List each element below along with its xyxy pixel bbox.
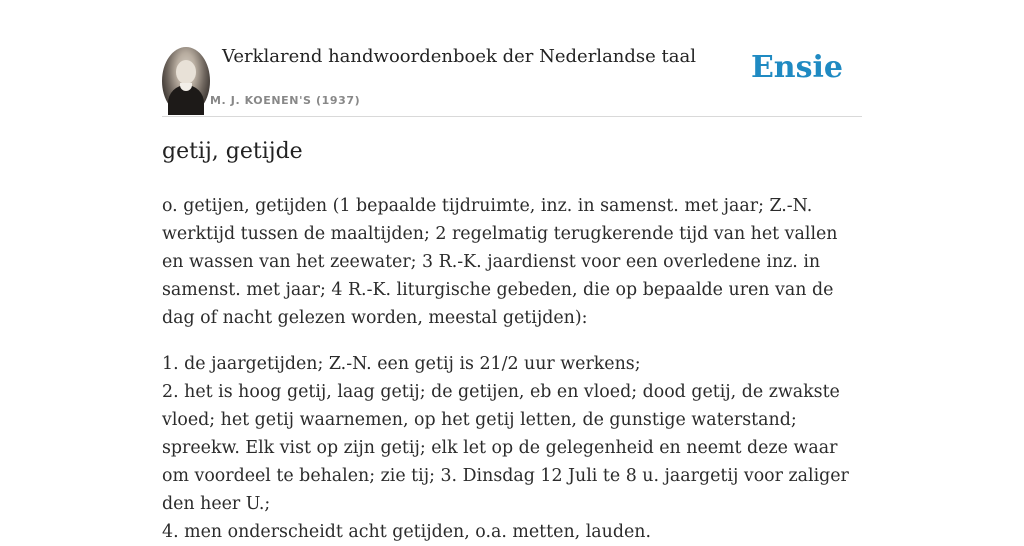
definition-text: o. getijen, getijden (1 bepaalde tijdruimte, inz. in samenst. met jaar; Z.-N. werktijd tussen de maaltijden; 2 regelmatig terugkerende tijd van het vallen en wassen van het zeewater; 3 R.-K. jaardienst voor een overledene inz. in samenst. met jaar; 4 R.-K. liturgische gebeden, die op bepaalde uren van de dag of nacht gelezen worden, meestal getijden): (162, 196, 838, 328)
example-line-3: 4. men onderscheidt acht getijden, o.a. metten, lauden. (162, 522, 651, 542)
dictionary-title[interactable]: Verklarend handwoordenboek der Nederlandse taal (222, 46, 696, 67)
author-label: M. J. KOENEN'S (1937) (210, 94, 361, 107)
entry-title: getij, getijde (162, 139, 303, 164)
dictionary-header (162, 0, 862, 117)
example-line-1: 1. de jaargetijden; Z.-N. een getij is 21/2 uur werkens; (162, 354, 641, 374)
portrait-face (176, 60, 196, 84)
author-portrait (162, 47, 210, 115)
ensie-logo-link[interactable]: Ensie (750, 50, 843, 85)
entry-definition (162, 192, 862, 546)
examples-paragraph (162, 350, 862, 546)
content-container (162, 0, 862, 542)
example-line-2: 2. het is hoog getij, laag getij; de getijen, eb en vloed; dood getij, de zwakste vloed; het getij waarnemen, op het getij letten, de gunstige waterstand; spreekw. Elk vist op zijn getij; elk let op de gelegenheid en neemt deze waar om voordeel te behalen; zie tij; 3. Dinsdag 12 Juli te 8 u. jaargetij voor zaliger den heer U.; (162, 382, 849, 514)
